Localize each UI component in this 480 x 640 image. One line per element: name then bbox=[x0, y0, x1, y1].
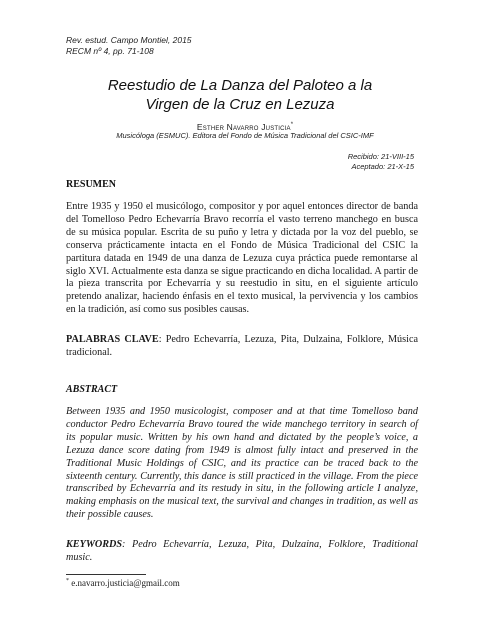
author-affiliation: Musicóloga (ESMUC). Editora del Fondo de Música Tradicional del CSIC-IMF bbox=[116, 131, 374, 140]
submission-dates bbox=[348, 152, 414, 172]
palabras-clave bbox=[66, 334, 418, 360]
resumen-heading: RESUMEN bbox=[66, 179, 117, 190]
palabras-clave-label: PALABRAS CLAVE bbox=[66, 334, 159, 345]
title-line-2: Virgen de la Cruz en Lezuza bbox=[145, 96, 335, 113]
footnote-rule bbox=[66, 574, 146, 575]
keywords-text: : Pedro Echevarría, Lezuza, Pita, Dulzaina, Folklore, Traditional music. bbox=[66, 539, 418, 563]
accepted-date: Aceptado: 21-X-15 bbox=[351, 162, 414, 171]
abstract-heading: ABSTRACT bbox=[66, 384, 118, 395]
title-line-1: Reestudio de La Danza del Paloteo a la bbox=[107, 77, 373, 94]
journal-line-2: RECM nº 4, pp. 71-108 bbox=[66, 45, 154, 56]
keywords-label: KEYWORDS bbox=[66, 539, 123, 550]
abstract-text: Between 1935 and 1950 musicologist, composer and at that time Tomelloso band conductor Pedro Echevarría Bravo toured the wide manchego territory in search of its popular music. Written by his own hand and dictated by the people’s voice, a Lezuza dance score dating from 1949 is almost fully intact and preserved in the Traditional Music Holdings of CSIC, and its practice can be traced back to the sixteenth century. Currently, this dance is still practiced in the village. From the piece transcribed by Echevarría and its restudy in situ, in the following article I analyze, making emphasis on the musical text, the survival and changes in tradition, as well as their possible causes. bbox=[66, 406, 418, 521]
received-date: Recibido: 21-VIII-15 bbox=[347, 152, 414, 161]
palabras-clave-text: : Pedro Echevarría, Lezuza, Pita, Dulzaina, Folklore, Música tradicional. bbox=[66, 334, 418, 358]
footnote-marker: * bbox=[66, 578, 69, 584]
author-name: Esther Navarro Justicia bbox=[196, 121, 291, 132]
author-email-link[interactable]: e.navarro.justicia@gmail.com bbox=[71, 578, 180, 588]
keywords bbox=[66, 539, 418, 565]
journal-line-1: Rev. estud. Campo Montiel, 2015 bbox=[66, 35, 192, 45]
author-footnote-marker: * bbox=[290, 122, 294, 128]
article-title bbox=[60, 76, 420, 114]
journal-citation bbox=[66, 35, 192, 56]
footnote bbox=[66, 576, 180, 589]
resumen-text: Entre 1935 y 1950 el musicólogo, compositor y por aquel entonces director de banda del Tomelloso Pedro Echevarría Bravo recorría el vasto terreno manchego en busca de su música popular. Escrita de su puño y letra y dictada por la voz del pueblo, se conserva prácticamente intacta en el Fondo de Música Tradicional del CSIC la partitura datada en 1949 de una danza de Lezuza cuya práctica puede remontarse al siglo XVI. Actualmente esta danza se sigue practicando en dicha localidad. A partir de la pieza transcrita por Echevarría y su reestudio in situ, en el siguiente artículo pretendo analizar, haciendo énfasis en el texto musical, la pervivencia y los cambios en la tradición, así como sus posibles causas. bbox=[66, 201, 418, 316]
